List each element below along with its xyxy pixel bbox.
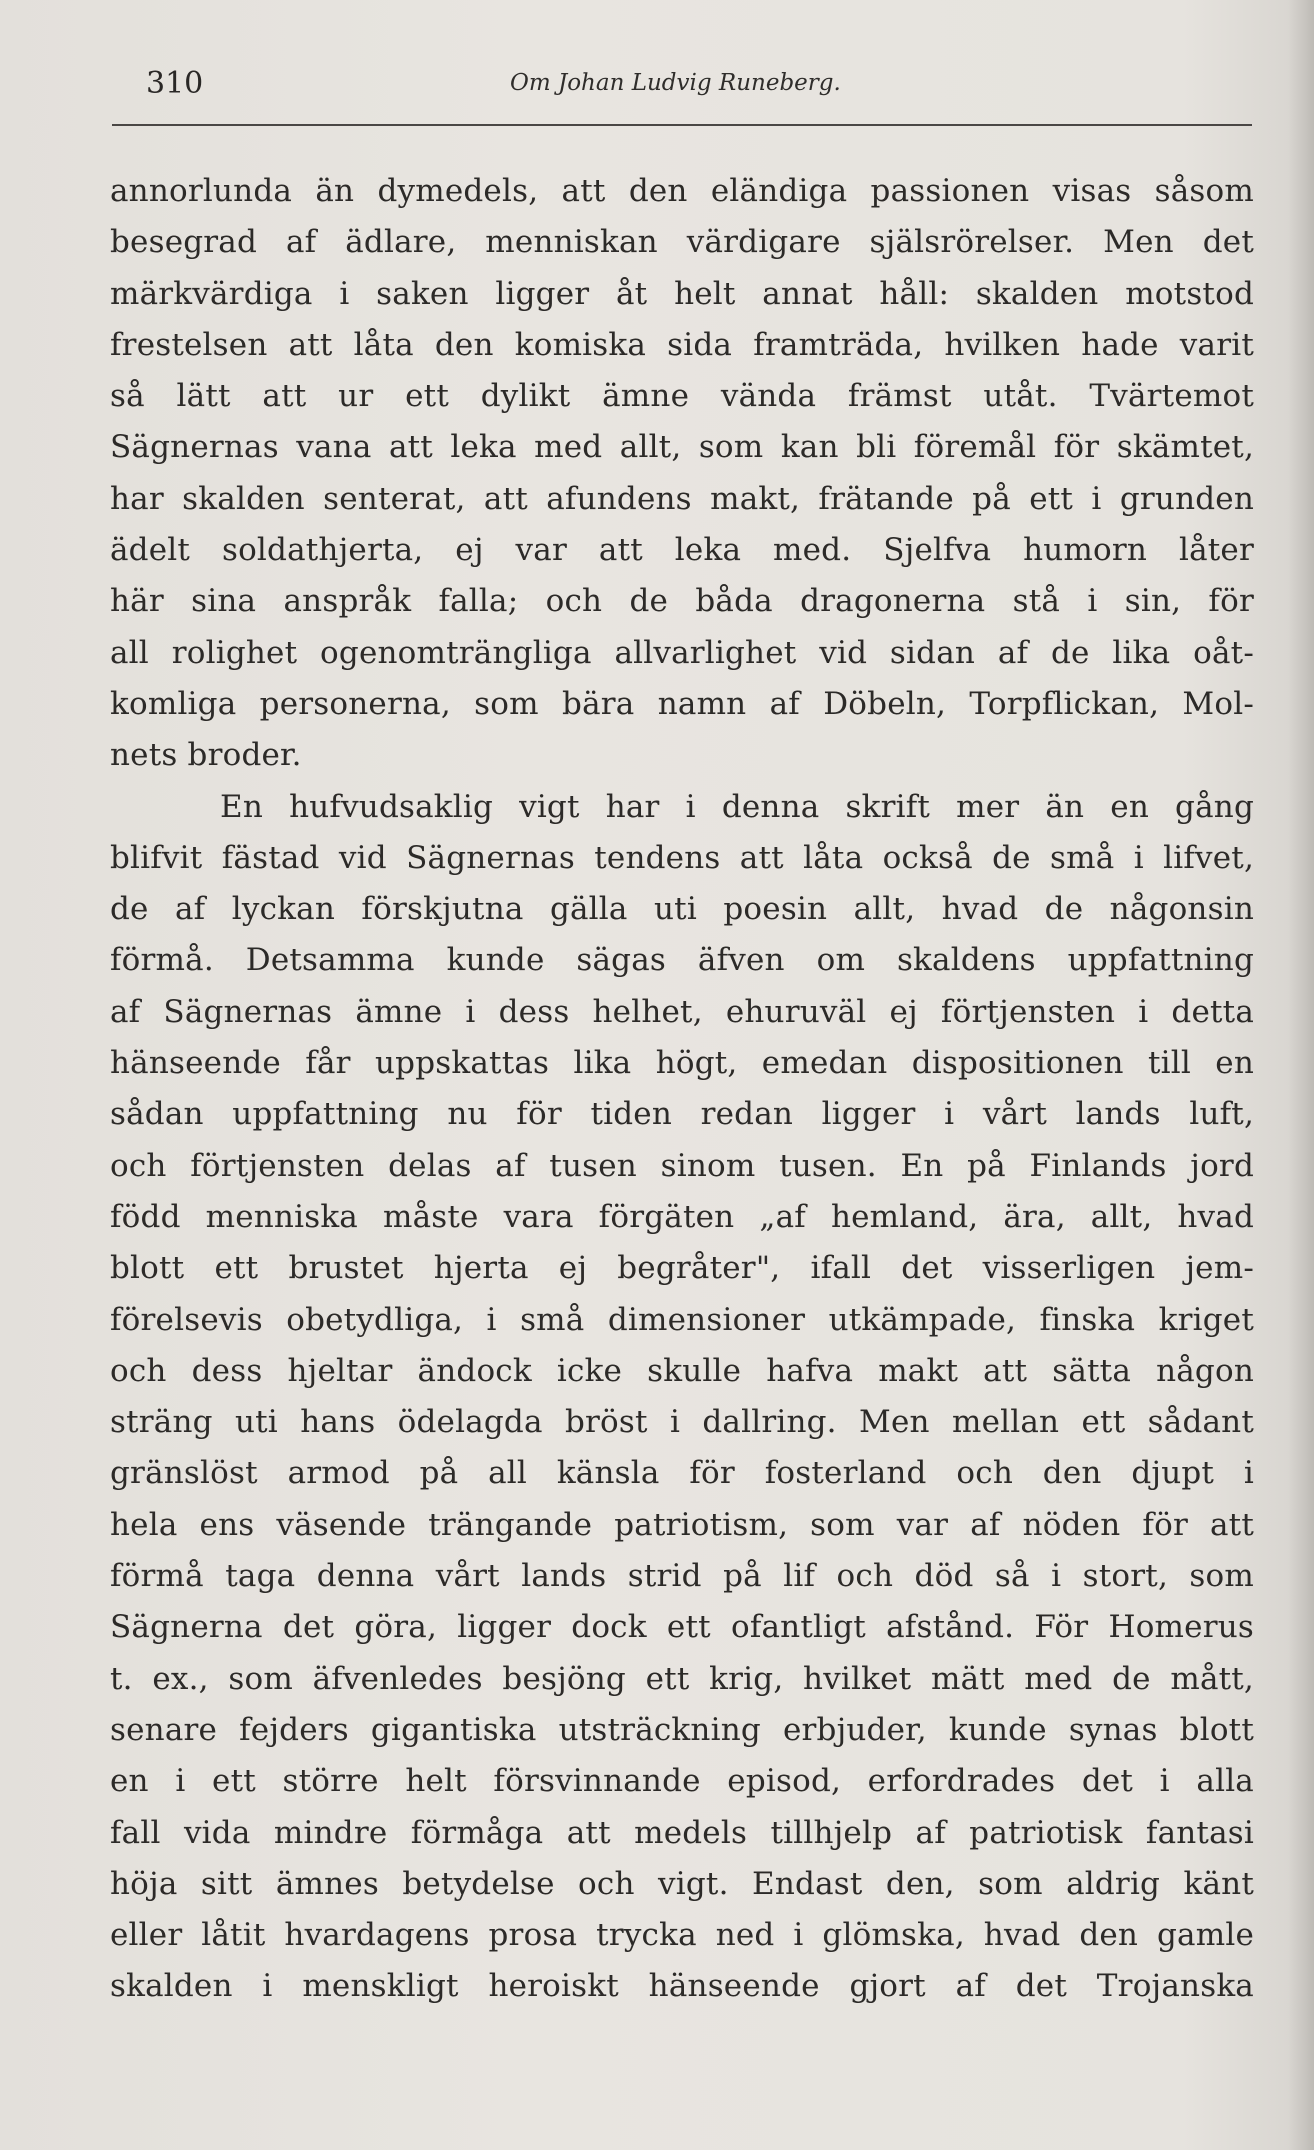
page-number: 310	[146, 66, 204, 101]
text-line: höja sitt ämnes betydelse och vigt. Endast den, som aldrig känt	[110, 1865, 1254, 1902]
header-rule	[112, 124, 1252, 126]
text-line: hänseende får uppskattas lika högt, emedan dispositionen till en	[110, 1045, 1254, 1082]
text-line: förmå. Detsamma kunde sägas äfven om skaldens uppfattning	[110, 942, 1254, 979]
running-title: Om Johan Ludvig Runeberg.	[510, 70, 841, 96]
text-line: märkvärdiga i saken ligger åt helt annat håll: skalden motstod	[110, 275, 1254, 312]
text-line: förelsevis obetydliga, i små dimensioner utkämpade, finska kriget	[110, 1301, 1254, 1338]
text-line: och dess hjeltar ändock icke skulle hafva makt att sätta någon	[110, 1352, 1254, 1389]
text-line: sådan uppfattning nu för tiden redan ligger i vårt lands luft,	[110, 1096, 1254, 1133]
text-line: En hufvudsaklig vigt har i denna skrift mer än en gång	[220, 788, 1254, 825]
text-line: all rolighet ogenomträngliga allvarlighet vid sidan af de lika oåt-	[110, 634, 1254, 671]
page-edge-shadow	[1288, 0, 1314, 2150]
text-line: sträng uti hans ödelagda bröst i dallring. Men mellan ett sådant	[110, 1404, 1254, 1441]
text-line: och förtjensten delas af tusen sinom tusen. En på Finlands jord	[110, 1147, 1254, 1184]
text-line: hela ens väsende trängande patriotism, som var af nöden för att	[110, 1506, 1254, 1543]
text-line: född menniska måste vara förgäten „af hemland, ära, allt, hvad	[110, 1198, 1254, 1235]
text-line: nets broder.	[110, 737, 302, 774]
text-line: komliga personerna, som bära namn af Döbeln, Torpflickan, Mol-	[110, 685, 1254, 722]
text-line: här sina anspråk falla; och de båda dragonerna stå i sin, för	[110, 583, 1254, 620]
text-line: så lätt att ur ett dylikt ämne vända främst utåt. Tvärtemot	[110, 378, 1254, 415]
page-header	[110, 62, 1250, 112]
text-line: de af lyckan förskjutna gälla uti poesin allt, hvad de någonsin	[110, 891, 1254, 928]
text-line: t. ex., som äfvenledes besjöng ett krig, hvilket mätt med de mått,	[110, 1660, 1254, 1697]
text-line: Sägnernas vana att leka med allt, som kan bli föremål för skämtet,	[110, 429, 1254, 466]
text-line: en i ett större helt försvinnande episod, erfordrades det i alla	[110, 1763, 1254, 1800]
text-line: af Sägnernas ämne i dess helhet, ehuruväl ej förtjensten i detta	[110, 993, 1254, 1030]
text-line: fall vida mindre förmåga att medels tillhjelp af patriotisk fantasi	[110, 1814, 1254, 1851]
text-line: annorlunda än dymedels, att den eländiga passionen visas såsom	[110, 173, 1254, 209]
text-line: frestelsen att låta den komiska sida framträda, hvilken hade varit	[110, 326, 1254, 363]
text-line: besegrad af ädlare, menniskan värdigare själsrörelser. Men det	[110, 224, 1254, 261]
text-line: gränslöst armod på all känsla för fosterland och den djupt i	[110, 1455, 1254, 1492]
text-line: har skalden senterat, att afundens makt, frätande på ett i grunden	[110, 480, 1254, 517]
text-line: blifvit fästad vid Sägnernas tendens att låta också de små i lifvet,	[110, 839, 1254, 876]
text-line: Sägnerna det göra, ligger dock ett ofantligt afstånd. För Homerus	[110, 1609, 1254, 1646]
body-text	[110, 166, 1254, 2013]
text-line: senare fejders gigantiska utsträckning erbjuder, kunde synas blott	[110, 1711, 1254, 1748]
text-line: skalden i menskligt heroiskt hänseende gjort af det Trojanska	[110, 1968, 1254, 2005]
text-line: blott ett brustet hjerta ej begråter", ifall det visserligen jem-	[110, 1250, 1254, 1287]
text-line: ädelt soldathjerta, ej var att leka med. Sjelfva humorn låter	[110, 532, 1254, 569]
text-line: eller låtit hvardagens prosa trycka ned i glömska, hvad den gamle	[110, 1917, 1254, 1954]
text-line: förmå taga denna vårt lands strid på lif och död så i stort, som	[110, 1558, 1254, 1595]
